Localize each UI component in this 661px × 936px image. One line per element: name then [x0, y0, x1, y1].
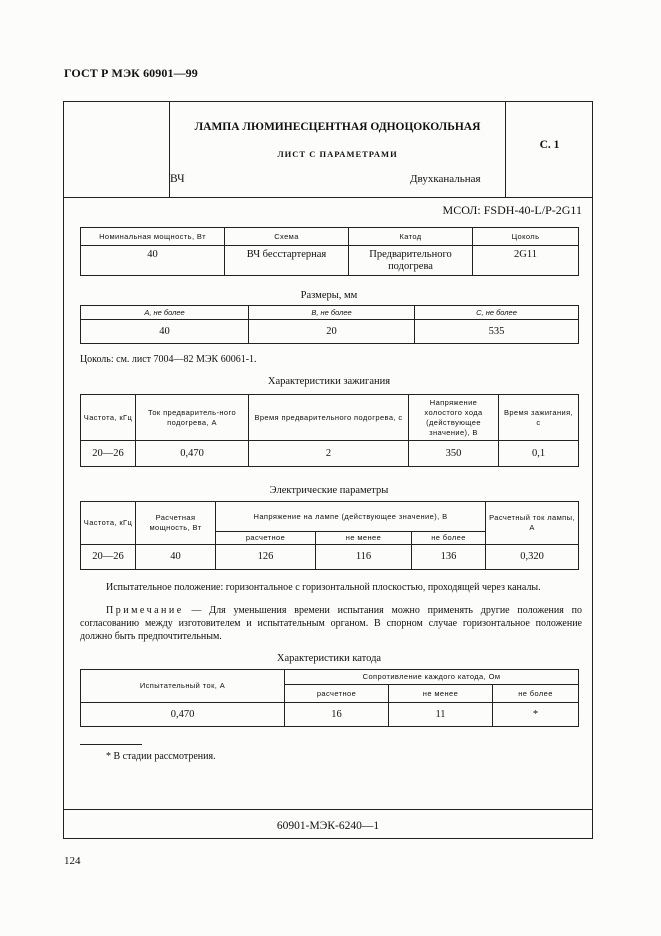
value-voltage-min: 116: [316, 545, 412, 570]
value-scheme: ВЧ бесстартерная: [225, 246, 349, 276]
value-rated-power: 40: [136, 545, 216, 570]
cathode-caption: Характеристики катода: [276, 653, 382, 664]
ignition-table: [80, 394, 579, 467]
value-cathode-rated: 16: [285, 703, 389, 727]
note-text: — Для уменьшения времени испытания можно применять другие положения по согласованию между изготовителем и испытательным органом. В спорном случае горизонтальное положение должно быть предпочтительным.: [80, 605, 582, 642]
value-lamp-current: 0,320: [486, 545, 579, 570]
header-scheme: Схема: [225, 228, 349, 246]
sheet-subtitle: ЛИСТ С ПАРАМЕТРАМИ: [277, 149, 398, 159]
value-cathode-max: *: [493, 703, 579, 727]
header-lamp-current: Расчетный ток лампы, А: [486, 502, 579, 545]
sizes-table: [80, 305, 579, 344]
header-el-frequency: Частота, кГц: [81, 502, 136, 545]
value-size-c: 535: [415, 320, 579, 344]
header-size-a: А, не более: [81, 306, 249, 320]
header-size-b: В, не более: [249, 306, 415, 320]
value-voltage-rated: 126: [216, 545, 316, 570]
header-test-current: Испытательный ток, А: [81, 670, 285, 703]
header-rated-power: Расчетная мощность, Вт: [136, 502, 216, 545]
hf-label: ВЧ: [170, 173, 185, 185]
page-number: 124: [64, 855, 81, 867]
cathode-table: [80, 669, 579, 727]
value-test-current: 0,470: [81, 703, 285, 727]
header-preheat-current: Ток предваритель-ного подогрева, А: [136, 395, 249, 441]
main-parameters-table: [80, 227, 579, 276]
header-cathode-resistance: Сопротивление каждого катода, Ом: [285, 670, 579, 685]
ignition-caption: Характеристики зажигания: [267, 376, 391, 387]
header-divider: [63, 197, 593, 198]
footnote-rule: [80, 744, 142, 745]
value-size-b: 20: [249, 320, 415, 344]
sheet-code: 60901-МЭК-6240—1: [276, 820, 380, 832]
sizes-caption: Размеры, мм: [300, 290, 358, 301]
header-nominal-power: Номинальная мощность, Вт: [81, 228, 225, 246]
electrical-table: [80, 501, 579, 570]
header-size-c: С, не более: [415, 306, 579, 320]
header-cathode: Катод: [349, 228, 473, 246]
value-base: 2G11: [473, 246, 579, 276]
value-preheat-time: 2: [249, 441, 409, 467]
header-ignition-time: Время зажигания, с: [499, 395, 579, 441]
value-cathode: Предварительного подогрева: [349, 246, 473, 276]
subheader-cathode-min: не менее: [389, 685, 493, 703]
header-preheat-time: Время предварительного подогрева, с: [249, 395, 409, 441]
electrical-caption: Электрические параметры: [269, 485, 389, 496]
value-frequency: 20—26: [81, 441, 136, 467]
footnote: * В стадии рассмотрения.: [106, 751, 216, 762]
value-preheat-current: 0,470: [136, 441, 249, 467]
value-cathode-min: 11: [389, 703, 493, 727]
sheet-number: С. 1: [539, 139, 560, 151]
header-open-circuit-voltage: Напряжение холостого хода (действующее значение), В: [409, 395, 499, 441]
header-base: Цоколь: [473, 228, 579, 246]
value-voltage-max: 136: [412, 545, 486, 570]
value-ignition-time: 0,1: [499, 441, 579, 467]
dual-channel-label: Двухканальная: [410, 173, 481, 185]
document-standard: ГОСТ Р МЭК 60901—99: [64, 66, 198, 80]
subheader-cathode-rated: расчетное: [285, 685, 389, 703]
mcol-designation: МСОЛ: FSDH-40-L/P-2G11: [442, 203, 582, 217]
base-note: Цоколь: см. лист 7004—82 МЭК 60061-1.: [80, 354, 257, 365]
subheader-cathode-max: не более: [493, 685, 579, 703]
test-position-text: Испытательное положение: горизонтальное с горизонтальной плоскостью, проходящей через каналы.: [106, 582, 541, 593]
value-open-circuit-voltage: 350: [409, 441, 499, 467]
note-paragraph: [80, 604, 582, 643]
value-nominal-power: 40: [81, 246, 225, 276]
value-size-a: 40: [81, 320, 249, 344]
subheader-rated: расчетное: [216, 532, 316, 545]
header-lamp-voltage: Напряжение на лампе (действующее значение), В: [216, 502, 486, 532]
header-frequency: Частота, кГц: [81, 395, 136, 441]
footer-divider: [63, 809, 593, 810]
value-el-frequency: 20—26: [81, 545, 136, 570]
lamp-title: ЛАМПА ЛЮМИНЕСЦЕНТНАЯ ОДНОЦОКОЛЬНАЯ: [194, 121, 481, 133]
subheader-max: не более: [412, 532, 486, 545]
note-label: Примечание: [106, 605, 184, 616]
subheader-min: не менее: [316, 532, 412, 545]
